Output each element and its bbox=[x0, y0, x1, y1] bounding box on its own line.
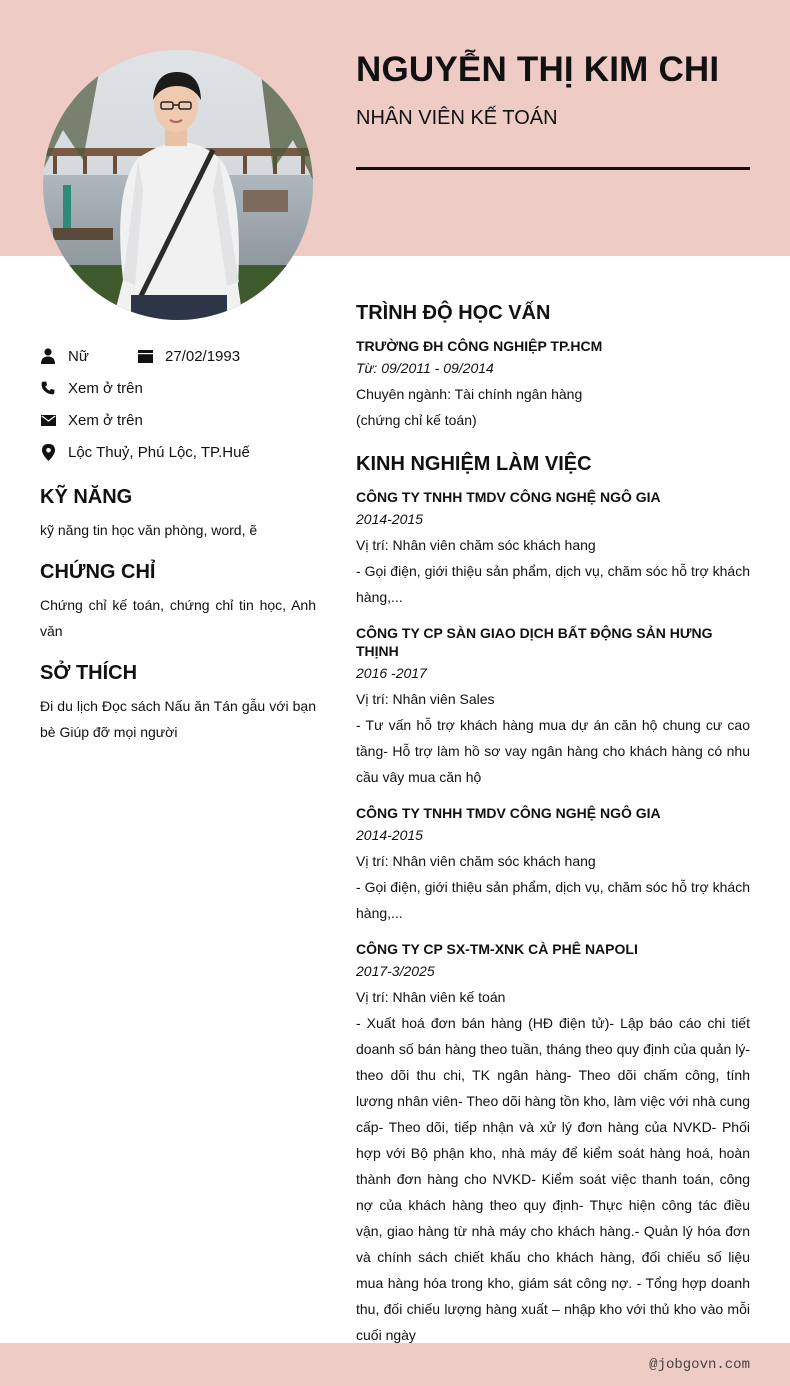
candidate-name: NGUYỄN THỊ KIM CHI bbox=[356, 50, 720, 89]
experience-position: Vị trí: Nhân viên Sales bbox=[356, 691, 495, 707]
experience-entry bbox=[356, 624, 750, 790]
user-icon bbox=[40, 348, 56, 364]
experience-company: CÔNG TY CP SÀN GIAO DỊCH BẤT ĐỘNG SẢN HƯNG THỊNH bbox=[356, 625, 713, 659]
birthdate-item bbox=[137, 348, 240, 365]
hobbies-text: Đi du lịch Đọc sách Nấu ăn Tán gẫu với bạn bè Giúp đỡ mọi người bbox=[40, 698, 316, 740]
address-value: Lộc Thuỷ, Phú Lộc, TP.Huế bbox=[68, 443, 250, 461]
experience-company: CÔNG TY CP SX-TM-XNK CÀ PHÊ NAPOLI bbox=[356, 941, 638, 957]
experience-position: Vị trí: Nhân viên chăm sóc khách hang bbox=[356, 853, 596, 869]
contact-row-phone bbox=[40, 372, 316, 404]
experience-description: - Gọi điện, giới thiệu sản phẩm, dịch vụ, chăm sóc hỗ trợ khách hàng,... bbox=[356, 879, 750, 921]
job-title: NHÂN VIÊN KẾ TOÁN bbox=[356, 107, 558, 129]
contact-row-personal bbox=[40, 340, 316, 372]
experience-period: 2014-2015 bbox=[356, 511, 423, 527]
skills-text: kỹ năng tin học văn phòng, word, ẽ bbox=[40, 522, 258, 538]
experience-position: Vị trí: Nhân viên kế toán bbox=[356, 989, 506, 1005]
phone-value: Xem ở trên bbox=[68, 379, 143, 397]
experience-period: 2014-2015 bbox=[356, 827, 423, 843]
experience-section bbox=[356, 453, 750, 1348]
contact-info bbox=[40, 340, 316, 468]
calendar-icon bbox=[137, 348, 153, 364]
experience-description: - Gọi điện, giới thiệu sản phẩm, dịch vụ, chăm sóc hỗ trợ khách hàng,... bbox=[356, 563, 750, 605]
hobbies-section bbox=[40, 662, 316, 745]
location-icon bbox=[40, 444, 56, 460]
experience-period: 2016 -2017 bbox=[356, 665, 427, 681]
title-divider bbox=[356, 167, 750, 170]
experience-period: 2017-3/2025 bbox=[356, 963, 435, 979]
hobbies-title: SỞ THÍCH bbox=[40, 662, 138, 684]
experience-description: - Tư vấn hỗ trợ khách hàng mua dự án căn hộ chung cư cao tầng- Hỗ trợ làm hồ sơ vay ngân hàng cho khách hàng có nhu cầu vây mua căn hộ bbox=[356, 717, 750, 785]
gender-value: Nữ bbox=[68, 347, 89, 365]
skills-section bbox=[40, 486, 316, 543]
birthdate-value: 27/02/1993 bbox=[165, 347, 241, 365]
education-school: TRƯỜNG ĐH CÔNG NGHIỆP TP.HCM bbox=[356, 338, 603, 354]
education-major: Chuyên ngành: Tài chính ngân hàng bbox=[356, 386, 583, 402]
education-period: Từ: 09/2011 - 09/2014 bbox=[356, 360, 494, 376]
certificates-title: CHỨNG CHỈ bbox=[40, 561, 156, 583]
contact-row-address bbox=[40, 436, 316, 468]
profile-photo bbox=[43, 50, 313, 320]
footer-watermark: @jobgovn.com bbox=[649, 1357, 750, 1373]
profile-photo-illustration bbox=[43, 50, 313, 320]
phone-icon bbox=[40, 380, 56, 396]
experience-entry bbox=[356, 488, 750, 610]
education-note: (chứng chỉ kế toán) bbox=[356, 412, 477, 428]
left-column bbox=[40, 486, 316, 763]
experience-entry bbox=[356, 804, 750, 926]
contact-row-email bbox=[40, 404, 316, 436]
right-column bbox=[356, 302, 750, 1362]
certificates-text: Chứng chỉ kế toán, chứng chỉ tin học, Anh văn bbox=[40, 597, 316, 639]
experience-company: CÔNG TY TNHH TMDV CÔNG NGHỆ NGÔ GIA bbox=[356, 489, 661, 505]
experience-position: Vị trí: Nhân viên chăm sóc khách hang bbox=[356, 537, 596, 553]
skills-title: KỸ NĂNG bbox=[40, 486, 133, 508]
education-section bbox=[356, 302, 750, 433]
email-value: Xem ở trên bbox=[68, 411, 143, 429]
education-title: TRÌNH ĐỘ HỌC VẤN bbox=[356, 302, 551, 324]
mail-icon bbox=[40, 412, 56, 428]
experience-company: CÔNG TY TNHH TMDV CÔNG NGHỆ NGÔ GIA bbox=[356, 805, 661, 821]
experience-entry bbox=[356, 940, 750, 1348]
gender-item bbox=[40, 348, 137, 365]
certificates-section bbox=[40, 561, 316, 644]
experience-description: - Xuất hoá đơn bán hàng (HĐ điện tử)- Lập báo cáo chi tiết doanh số bán hàng theo tuần, tháng theo quy định của quản lý- theo dõi thu chi, TK ngân hàng- Theo dõi chấm công, tính lương nhân viên- Theo dõi hàng tồn kho, làm việc với nhà cung cấp- Theo dõi, tiếp nhận và xử lý đơn hàng của NVKD- Phối hợp với Bộ phận kho, nhà máy để kiểm soát hàng hoá, hoàn thành đơn hàng cho NVKD- Kiểm soát việc thanh toán, công nợ của khách hàng theo quy định- Thực hiện công tác điều vận, giao hàng từ nhà máy cho khách hàng.- Quản lý hóa đơn và chính sách chiết khấu cho khách hàng, đối chiếu số liệu mua hàng hóa trong kho, giám sát công nợ. - Tổng hợp doanh thu, đối chiếu lượng hàng xuất – nhập kho với thủ kho vào mỗi cuối ngày bbox=[356, 1015, 750, 1343]
experience-title: KINH NGHIỆM LÀM VIỆC bbox=[356, 453, 592, 475]
